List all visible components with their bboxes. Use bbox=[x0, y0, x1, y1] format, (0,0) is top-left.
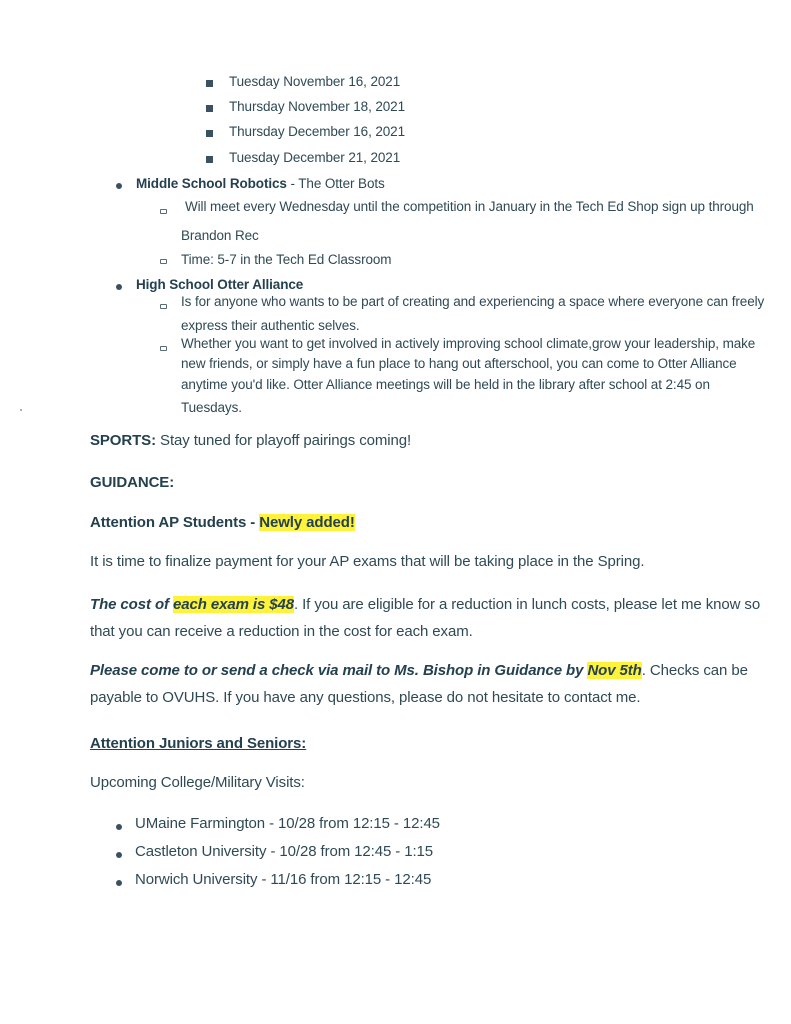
ap-cost-highlight: each exam is $48 bbox=[172, 596, 294, 613]
robotics-subtitle: - The Otter Bots bbox=[286, 176, 385, 191]
round-bullet-icon bbox=[116, 284, 122, 290]
round-bullet-icon bbox=[116, 824, 122, 830]
alliance-text: Tuesdays. bbox=[181, 400, 242, 415]
ap-check-line2: payable to OVUHS. If you have any questions, please do not hesitate to contact me. bbox=[90, 689, 641, 706]
robotics-item bbox=[136, 176, 385, 191]
sports-text: Stay tuned for playoff pairings coming! bbox=[155, 432, 412, 449]
alliance-title: High School Otter Alliance bbox=[136, 277, 304, 292]
alliance-text: express their authentic selves. bbox=[181, 318, 360, 333]
square-bullet-icon bbox=[206, 156, 213, 163]
ap-cost-line bbox=[90, 596, 760, 613]
square-bullet-icon bbox=[206, 130, 213, 137]
sports-line bbox=[90, 432, 411, 449]
newly-added-badge: Newly added! bbox=[259, 514, 355, 531]
hollow-bullet-icon bbox=[160, 346, 167, 351]
date-item: Tuesday December 21, 2021 bbox=[229, 150, 401, 165]
alliance-text: anytime you'd like. Otter Alliance meetings will be held in the library after school at 2:45 on bbox=[181, 377, 710, 392]
upcoming-visits-label: Upcoming College/Military Visits: bbox=[90, 774, 305, 791]
hollow-bullet-icon bbox=[160, 304, 167, 309]
sports-label: SPORTS: bbox=[90, 432, 156, 449]
ap-heading bbox=[90, 514, 355, 531]
ap-cost-rest: . If you are eligible for a reduction in lunch costs, please let me know so bbox=[293, 596, 761, 613]
ap-finalize-text: It is time to finalize payment for your AP exams that will be taking place in the Spring. bbox=[90, 553, 645, 570]
robotics-schedule-cont: Brandon Rec bbox=[181, 228, 259, 243]
robotics-schedule: Will meet every Wednesday until the competition in January in the Tech Ed Shop sign up through bbox=[185, 199, 754, 214]
date-item: Thursday November 18, 2021 bbox=[229, 99, 405, 114]
square-bullet-icon bbox=[206, 80, 213, 87]
ap-cost-prefix: The cost of bbox=[90, 596, 173, 613]
ap-check-rest: . Checks can be bbox=[641, 662, 748, 679]
robotics-title: Middle School Robotics bbox=[136, 176, 287, 191]
round-bullet-icon bbox=[116, 183, 122, 189]
robotics-time: Time: 5-7 in the Tech Ed Classroom bbox=[181, 252, 392, 267]
visit-item: Castleton University - 10/28 from 12:45 - 1:15 bbox=[135, 843, 434, 860]
ap-cost-line2: that you can receive a reduction in the cost for each exam. bbox=[90, 623, 473, 640]
visit-item: UMaine Farmington - 10/28 from 12:15 - 12:45 bbox=[135, 815, 440, 832]
juniors-heading: Attention Juniors and Seniors: bbox=[90, 735, 307, 752]
alliance-text: new friends, or simply have a fun place to hang out afterschool, you can come to Otter Alliance bbox=[181, 356, 737, 371]
scan-speck bbox=[20, 409, 22, 411]
date-item: Tuesday November 16, 2021 bbox=[229, 74, 401, 89]
hollow-bullet-icon bbox=[160, 259, 167, 264]
square-bullet-icon bbox=[206, 105, 213, 112]
guidance-heading: GUIDANCE: bbox=[90, 474, 175, 491]
ap-check-deadline: Nov 5th bbox=[587, 662, 642, 679]
ap-check-line bbox=[90, 662, 748, 679]
round-bullet-icon bbox=[116, 880, 122, 886]
visit-item: Norwich University - 11/16 from 12:15 - 12:45 bbox=[135, 871, 432, 888]
ap-check-prefix: Please come to or send a check via mail to Ms. Bishop in Guidance by bbox=[90, 662, 588, 679]
date-item: Thursday December 16, 2021 bbox=[229, 124, 405, 139]
ap-heading-text: Attention AP Students - bbox=[90, 514, 260, 531]
alliance-text: Is for anyone who wants to be part of creating and experiencing a space where everyone can freely bbox=[181, 294, 765, 309]
hollow-bullet-icon bbox=[160, 209, 167, 214]
round-bullet-icon bbox=[116, 852, 122, 858]
alliance-text: Whether you want to get involved in actively improving school climate,grow your leadership, make bbox=[181, 336, 756, 351]
